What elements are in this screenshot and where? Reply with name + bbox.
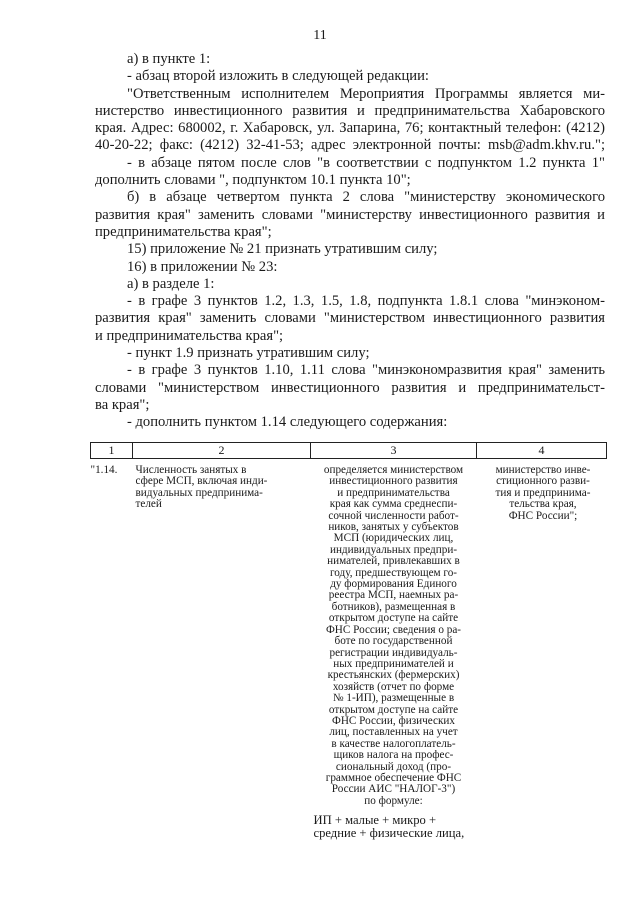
method-line: реестра МСП, наемных ра- [328,589,459,602]
column-header: 4 [477,443,607,459]
method-line: ботников), размещенная в [331,600,456,613]
table-header-row [91,443,607,459]
paragraph: б) в абзаце четвертом пункта 2 слова "министерству экономического развития края" заменить словами "министерству инвестиционного развития и предпринимательства края"; [95,189,605,240]
method-line: ников, занятых у субъектов [328,521,459,534]
method-line: ду формирования Единого [330,578,457,591]
method-line: МСП (юридических лиц, [333,532,454,545]
column-header: 1 [91,443,133,459]
method-line: сиональный доход (про- [335,760,452,773]
paragraph: 16) в приложении № 23: [127,258,278,275]
table-row [91,459,607,841]
paragraph: 15) приложение № 21 признать утратившим силу; [127,241,438,258]
paragraph: - в абзаце пятом после слов "в соответствии с подпунктом 1.2 пункта 1" дополнить словами ", подпунктом 10.1 пункта 10"; [95,154,605,189]
responsible-cell: министерство инве- стиционного разви- тия и предпринима- тельства края, ФНС России"; [495,464,591,522]
method-line: граммное обеспечение ФНС [325,771,462,784]
method-line: году, предшествующем го- [329,566,458,579]
row-number: "1.14. [90,464,118,476]
method-line: инвестиционного развития [329,475,458,488]
method-line: ных предпринимателей и [333,657,454,670]
column-header: 3 [311,443,477,459]
method-line: сочной численности работ- [328,509,459,522]
method-line: лиц, поставленных на учет [329,726,458,739]
method-line: открытом доступе на сайте [328,612,459,625]
indicator-cell: Численность занятых в сфере МСП, включая инди- видуальных предпринима- телей [135,464,268,511]
method-line: крестьянских (фермерских) [327,669,460,682]
method-line: России АИС "НАЛОГ-3") [331,783,456,796]
method-line: регистрации индивидуаль- [329,646,458,659]
column-header: 2 [133,443,311,459]
method-line: и предпринимательства [337,486,450,499]
paragraph: - абзац второй изложить в следующей редакции: [127,68,429,85]
method-line: индивидуальных предпри- [329,543,458,556]
method-line: края как сумма среднеспи- [329,498,458,511]
document-body [95,51,605,432]
method-line: хозяйств (отчет по форме [332,680,455,693]
paragraph: а) в пункте 1: [127,51,211,67]
method-line: № 1-ИП), размещенные в [332,692,455,705]
method-line: в качестве налогоплатель- [331,737,456,750]
method-line: определяется министерством [323,464,464,476]
page-number: 11 [313,28,327,43]
method-line: ФНС России, физических [332,714,455,727]
formula: ИП + малые + микро + средние + физические лица, [313,813,465,841]
method-line: ФНС России; сведения о ра- [325,623,462,636]
paragraph: - пункт 1.9 признать утратившим силу; [127,345,370,362]
method-line: боте по государственной [334,635,453,648]
method-line: по формуле: [364,794,423,807]
paragraph: - в графе 3 пунктов 1.10, 1.11 слова "минэкономразвития края" заменить словами "министерством инвестиционного развития и предпринимательст- ва края"; [95,362,605,413]
paragraph: "Ответственным исполнителем Мероприятия Программы является ми- нистерство инвестиционного развития и предпринимательства Хабаровского края. Адрес: 680002, г. Хабаровск, ул. Запарина, 76; контактный телефон: (4212) 40-20-22; факс: (4212) 32-41-53; адрес электронной почты: msb@adm.khv.ru."; [95,85,605,154]
method-line: нимателей, привлекавших в [327,555,460,568]
method-cell [311,459,477,841]
paragraph: - дополнить пунктом 1.14 следующего содержания: [127,414,448,431]
method-line: щиков налога на профес- [333,749,454,762]
method-line: открытом доступе на сайте [328,703,459,716]
paragraph: - в графе 3 пунктов 1.2, 1.3, 1.5, 1.8, подпункта 1.8.1 слова "минэконом- развития края" заменить словами "министерством инвестиционного развития и предпринимательства края"; [95,293,605,344]
paragraph: а) в разделе 1: [127,275,215,292]
amendment-table [90,442,607,840]
